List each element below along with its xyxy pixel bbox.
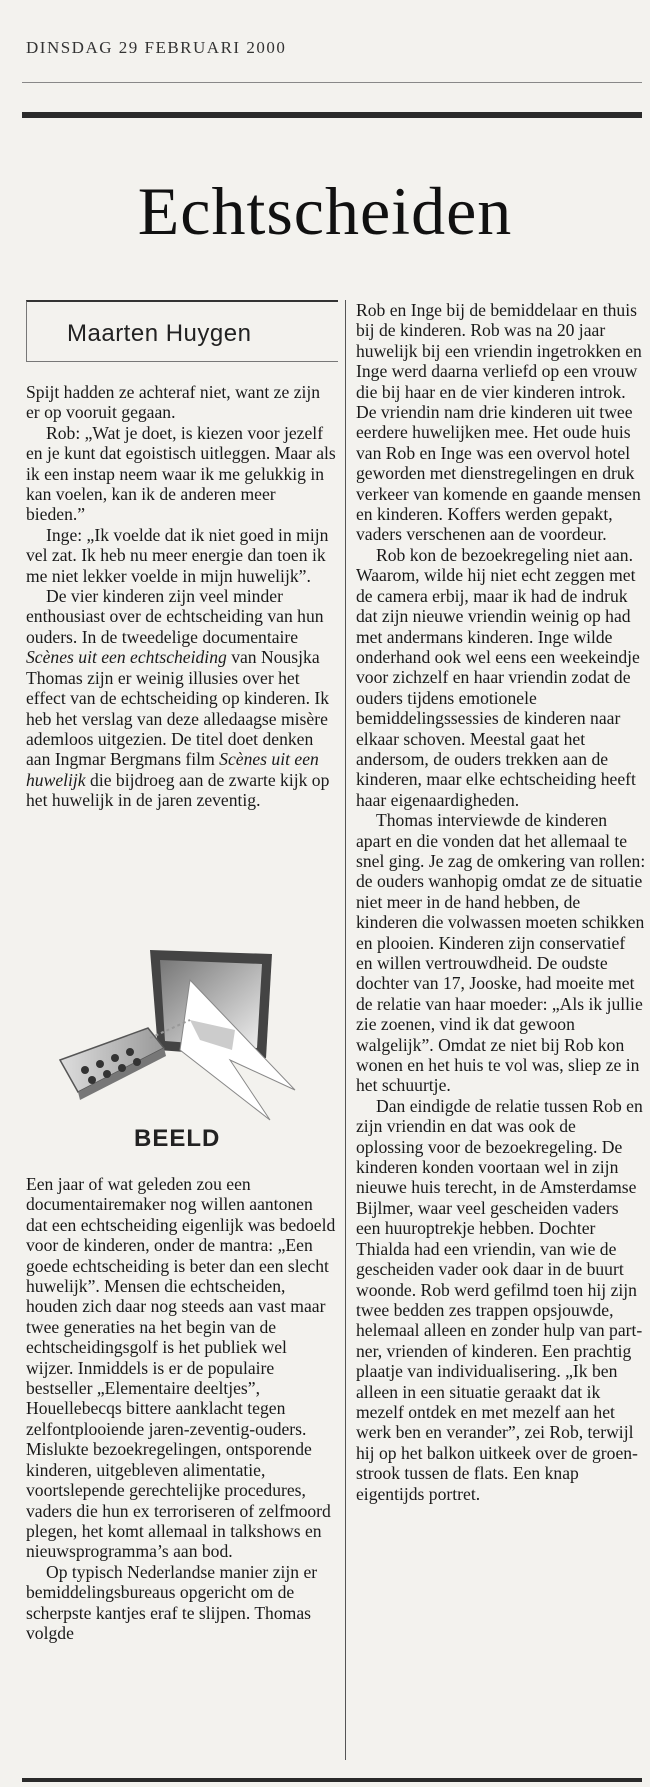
column-divider bbox=[345, 300, 346, 1760]
paragraph: Thomas interviewde de kinderen apart en die vonden dat het allemaal te snel ging. Je zag de omkering van rollen: de ouders wanhopig omdat ze de situatie niet meer in de hand hebben, de kinderen die volwassen moeten schikken en plooien. Kinderen zijn conservatief en willen vertrouwdheid. De oudste dochter van 17, Jooske, had moeite met de relatie van haar moeder: „Als ik jullie zie zoenen, vind ik dat gewoon walgelijk”. Omdat ze niet bij Rob kon wonen en het huis te vol was, sliep ze in het schuurtje. bbox=[356, 810, 646, 1096]
documentary-title: Scènes uit een echtscheiding bbox=[26, 647, 227, 668]
article-column-left-lower bbox=[26, 1174, 336, 1643]
article-column-left bbox=[26, 382, 336, 811]
paragraph: Rob: „Wat je doet, is kiezen voor jezelf en je kunt dat egoistisch uitleggen. Maar als ik een instap neem waar ik me gelukkig in kan voelen, kan ik de anderen meer bieden.” bbox=[26, 422, 336, 525]
paragraph: Op typisch Nederlandse manier zijn er bemiddelingsbureaus opgericht om de scherpste kantjes eraf te slijpen. Thomas volgde bbox=[26, 1561, 318, 1643]
text-run: die bijdroeg aan de zwarte kijk op het huwelijk in de jaren zeventig. bbox=[26, 769, 330, 811]
paragraph bbox=[26, 586, 336, 810]
paragraph: Dan eindigde de relatie tussen Rob en zijn vriendin en dat was ook de oplossing voor de bezoekregeling. De kinderen konden voortaan wel in zijn nieuwe huis terecht, in de Amsterdamse Bijlmer, waar veel gescheiden vaders een huuroptrekje hebben. Dochter Thialda had een vriendin, van wie de gescheiden vader ook daar in de buurt woonde. Rob werd gefilmd toen hij zijn twee bedden zes trappen opsjouwde, helemaal alleen en zonder hulp van partner, vrienden of kinderen. Een prachtig plaatje van individualisering. „Ik ben alleen in een situatie geraakt dat ik mezelf ontdek en met mezelf aan het werk ben en verander”, zei Rob, terwijl hij op het balkon uitkeek over de groenstrook tussen de flats. Een knap eigentijds portret. bbox=[356, 1095, 643, 1504]
article-title: Echtscheiden bbox=[137, 173, 513, 249]
dateline: DINSDAG 29 FEBRUARI 2000 bbox=[26, 38, 287, 57]
paragraph: Rob kon de bezoekregeling niet aan. Waarom, wilde hij niet echt zeggen met de camera erbij, maar ik had de indruk dat zijn nieuwe vriendin weinig op had met andermans kinderen. Inge wilde onderhand ook wel eens een weekeindje voor zichzelf en haar vriendin zodat de ouders tijdens emotionele bemiddelingssessies de kinderen naar elkaar schoven. Meestal gaat het andersom, de ouders trekken aan de kinderen, maar elke echtscheiding heeft haar eigenaardigheden. bbox=[356, 544, 640, 810]
footer-rule bbox=[22, 1778, 642, 1782]
text-run: van Nousjka Thomas zijn er weinig illusies over het effect van de echtscheiding op kinderen. Ik heb het verslag van deze alledaagse misère ademloos uitgezien. De titel doet denken aan Ingmar Bergmans film bbox=[26, 647, 330, 770]
film-title: Scènes uit een huwelijk bbox=[26, 749, 319, 790]
author-box bbox=[26, 300, 338, 362]
paragraph: Inge: „Ik voelde dat ik niet goed in mijn vel zat. Ik heb nu meer energie dan toen ik me niet lekker voelde in mijn huwelijk”. bbox=[26, 524, 329, 586]
text-run: De vier kinderen zijn veel minder enthousiast over de echtscheiding van hun ouders. In de tweedelige documentaire bbox=[26, 586, 324, 647]
paragraph: Een jaar of wat geleden zou een documentairemaker nog willen aantonen dat een echtscheiding eigenlijk was bedoeld voor de kinderen, onder de mantra: „Een goede echtscheiding is beter dan een slecht huwelijk”. Mensen die echtscheiden, houden zich daar nog steeds aan vast maar twee generaties na het begin van de echtscheidingsgolf is het publiek wel wijzer. Inmiddels is er de populaire bestseller „Elementaire deeltjes”, Houellebecqs bittere aanklacht tegen zelfontplooiende jaren-zeventig-ouders. Mislukte bezoekregelingen, ontsporende kinderen, uitgebleven alimentatie, voortslepende gerechtelijke procedures, vaders die hun ex terroriseren of zelfmoord plegen, het komt allemaal in talkshows en nieuwsprogramma’s aan bod. bbox=[26, 1174, 336, 1562]
paragraph: Spijt hadden ze achteraf niet, want ze zijn er op vooruit gegaan. bbox=[26, 382, 321, 423]
author-byline: Maarten Huygen bbox=[67, 320, 252, 347]
paragraph: Rob en Inge bij de bemiddelaar en thuis bij de kinderen. Rob was na 20 jaar huwelijk bij een vriendin ingetrokken en Inge werd daarna verliefd op een vrouw die bij haar en de vier kinderen introk. De vriendin nam drie kinderen uit twee eerdere huwelijken mee. Het oude huis van Rob en Inge was een overvol hotel geworden met dienstregelingen en druk verkeer van komende en gaande mensen en kinderen. Koffers werden gepakt, vaders verschenen aan de voordeur. bbox=[356, 300, 642, 545]
header-thin-rule bbox=[22, 82, 642, 83]
article-column-right bbox=[356, 300, 646, 1504]
beeld-logo-label: BEELD bbox=[134, 1125, 221, 1152]
header-rule bbox=[22, 112, 642, 118]
